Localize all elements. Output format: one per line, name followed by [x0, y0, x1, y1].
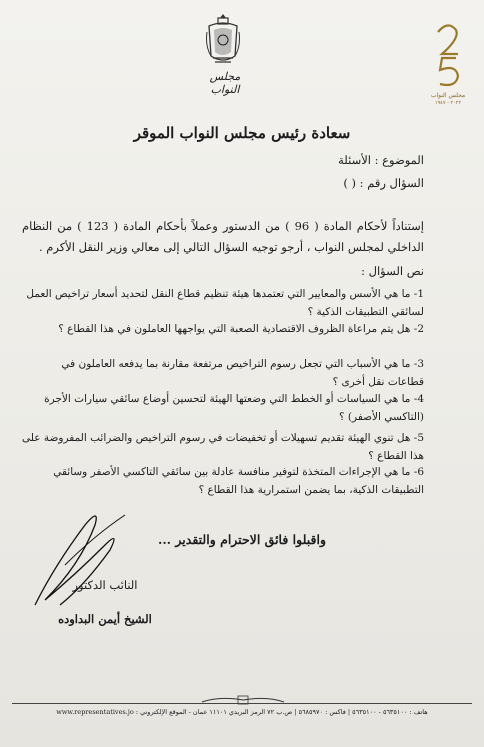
- question-number-line: السؤال رقم : ( ): [343, 176, 424, 190]
- question-item: 2- هل يتم مراعاة الظروف الاقتصادية الصعبة التي يواجهها العاملون في هذا القطاع ؟: [58, 323, 424, 335]
- closing-line: واقبلوا فائق الاحترام والتقدير ...: [157, 532, 327, 547]
- logo-years: ٢٠٢٢ - ١٩٤٧: [434, 100, 462, 106]
- question-item: 4- ما هي السياسات أو الخطط التي وضعتها الهيئة لتحسين أوضاع سائقي سيارات الأجرة (التاكسي الأصفر) ؟: [44, 393, 424, 423]
- subject-line: الموضوع : الأسئلة: [338, 153, 424, 167]
- footer-emblem-icon: [200, 694, 286, 706]
- handwritten-signature: [25, 505, 135, 610]
- intro-paragraph: إستناداً لأحكام المادة ( 96 ) من الدستور وعملاً بأحكام المادة ( 123 ) من النظام الداخلي لمجلس النواب ، أرجو توجيه السؤال التالي إلى معالي وزير النقل الأكرم .: [22, 219, 424, 254]
- question-item: 1- ما هي الأسس والمعايير التي تعتمدها هيئة تنظيم قطاع النقل لتحديد أسعار تراخيص العمل لسائقي التطبيقات الذكية ؟: [26, 288, 424, 318]
- question-item: 6- ما هي الإجراءات المتخذة لتوفير منافسة عادلة بين سائقي التاكسي الأصفر وسائقي التطبيقات الذكية، بما يضمن استمرارية هذا القطاع ؟: [53, 466, 424, 496]
- question-item: 3- ما هي الأسباب التي تجعل رسوم التراخيص مرتفعة مقارنة بما يدفعه العاملون في قطاعات نقل أخرى ؟: [61, 358, 424, 388]
- signatory-name: الشيخ أيمن البداوده: [58, 612, 152, 626]
- question-item: 5- هل تنوي الهيئة تقديم تسهيلات أو تخفيضات في رسوم التراخيص والضرائب المفروضة على هذا القطاع ؟: [22, 432, 424, 462]
- footer-divider: [12, 703, 472, 704]
- footer-contact: هاتف : ٥٦٣٥١٠٠ - ٥٦٣٥١٠٠ | فاكس : ٥٦٨٥٩٧٠ | ص.ب ٧٢ الرمز البريدي ١١١٠١ عمان - الموقع الإلكتروني : www.representatives.jo: [56, 708, 428, 716]
- crest-emblem-icon: [205, 12, 241, 70]
- questions-heading: نص السؤال :: [361, 264, 424, 278]
- logo-subtitle: مجلس النواب: [430, 92, 466, 99]
- anniversary-25-logo: [428, 18, 468, 90]
- letter-title: سعادة رئيس مجلس النواب الموقر: [133, 124, 351, 142]
- council-name: مجلس النواب: [209, 70, 241, 96]
- signatory-title: النائب الدكتور: [72, 578, 138, 592]
